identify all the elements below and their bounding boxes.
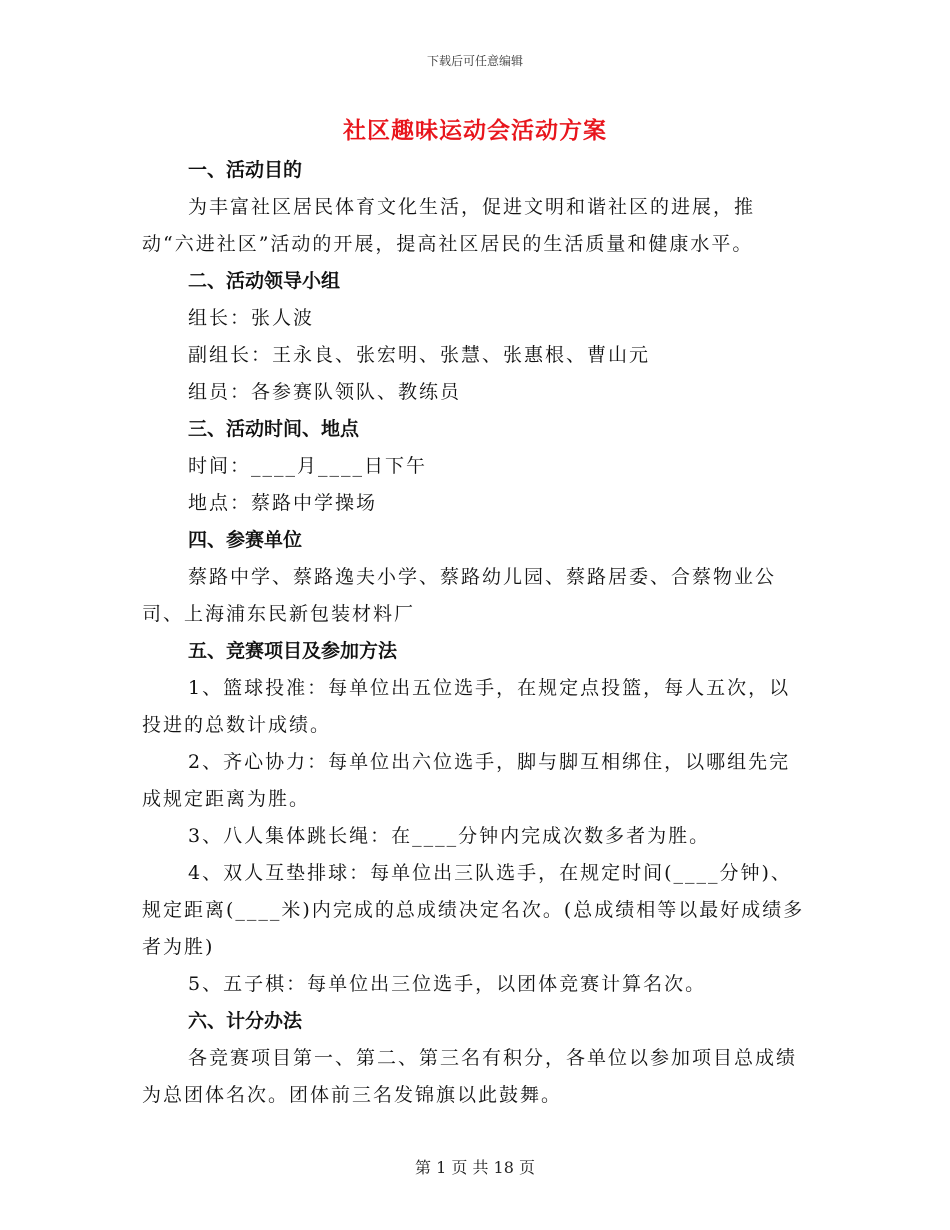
time-line: 时间：____月____日下午: [188, 455, 428, 477]
document-body: [142, 152, 808, 1114]
page-footer: 第 1 页 共 18 页: [415, 1158, 535, 1177]
section-heading-time-place: 三、活动时间、地点: [188, 418, 360, 440]
document-title: 社区趣味运动会活动方案: [343, 117, 607, 144]
scoring-paragraph: 各竞赛项目第一、第二、第三名有积分，各单位以参加项目总成绩为总团体名次。团体前三名发锦旗以此鼓舞。: [142, 1047, 798, 1106]
section-heading-purpose: 一、活动目的: [188, 159, 303, 181]
participants-paragraph: 蔡路中学、蔡路逸夫小学、蔡路幼儿园、蔡路居委、合蔡物业公司、上海浦东民新包装材料厂: [142, 566, 777, 625]
event-item: 2、齐心协力：每单位出六位选手，脚与脚互相绑住，以哪组先完成规定距离为胜。: [142, 751, 791, 810]
event-item: 4、双人互垫排球：每单位出三队选手，在规定时间(____分钟)、规定距离(____米)内完成的总成绩决定名次。(总成绩相等以最好成绩多者为胜): [142, 862, 805, 958]
event-item: 5、五子棋：每单位出三位选手，以团体竞赛计算名次。: [188, 973, 707, 995]
page-header: 下载后可任意编辑: [426, 54, 523, 68]
deputy-leader-line: 副组长：王永良、张宏明、张慧、张惠根、曹山元: [188, 344, 651, 366]
place-line: 地点：蔡路中学操场: [188, 492, 378, 514]
section-heading-leadership: 二、活动领导小组: [188, 270, 341, 292]
leader-line: 组长：张人波: [188, 307, 315, 329]
section-heading-scoring: 六、计分办法: [188, 1010, 303, 1032]
purpose-paragraph: 为丰富社区居民体育文化生活，促进文明和谐社区的进展，推动“六进社区”活动的开展，提高社区居民的生活质量和健康水平。: [142, 196, 756, 255]
event-item: 3、八人集体跳长绳：在____分钟内完成次数多者为胜。: [188, 825, 711, 847]
event-item: 1、篮球投准：每单位出五位选手，在规定点投篮，每人五次，以投进的总数计成绩。: [142, 677, 791, 736]
section-heading-participants: 四、参赛单位: [188, 529, 303, 551]
members-line: 组员：各参赛队领队、教练员: [188, 381, 462, 403]
section-heading-events: 五、竞赛项目及参加方法: [188, 640, 398, 662]
